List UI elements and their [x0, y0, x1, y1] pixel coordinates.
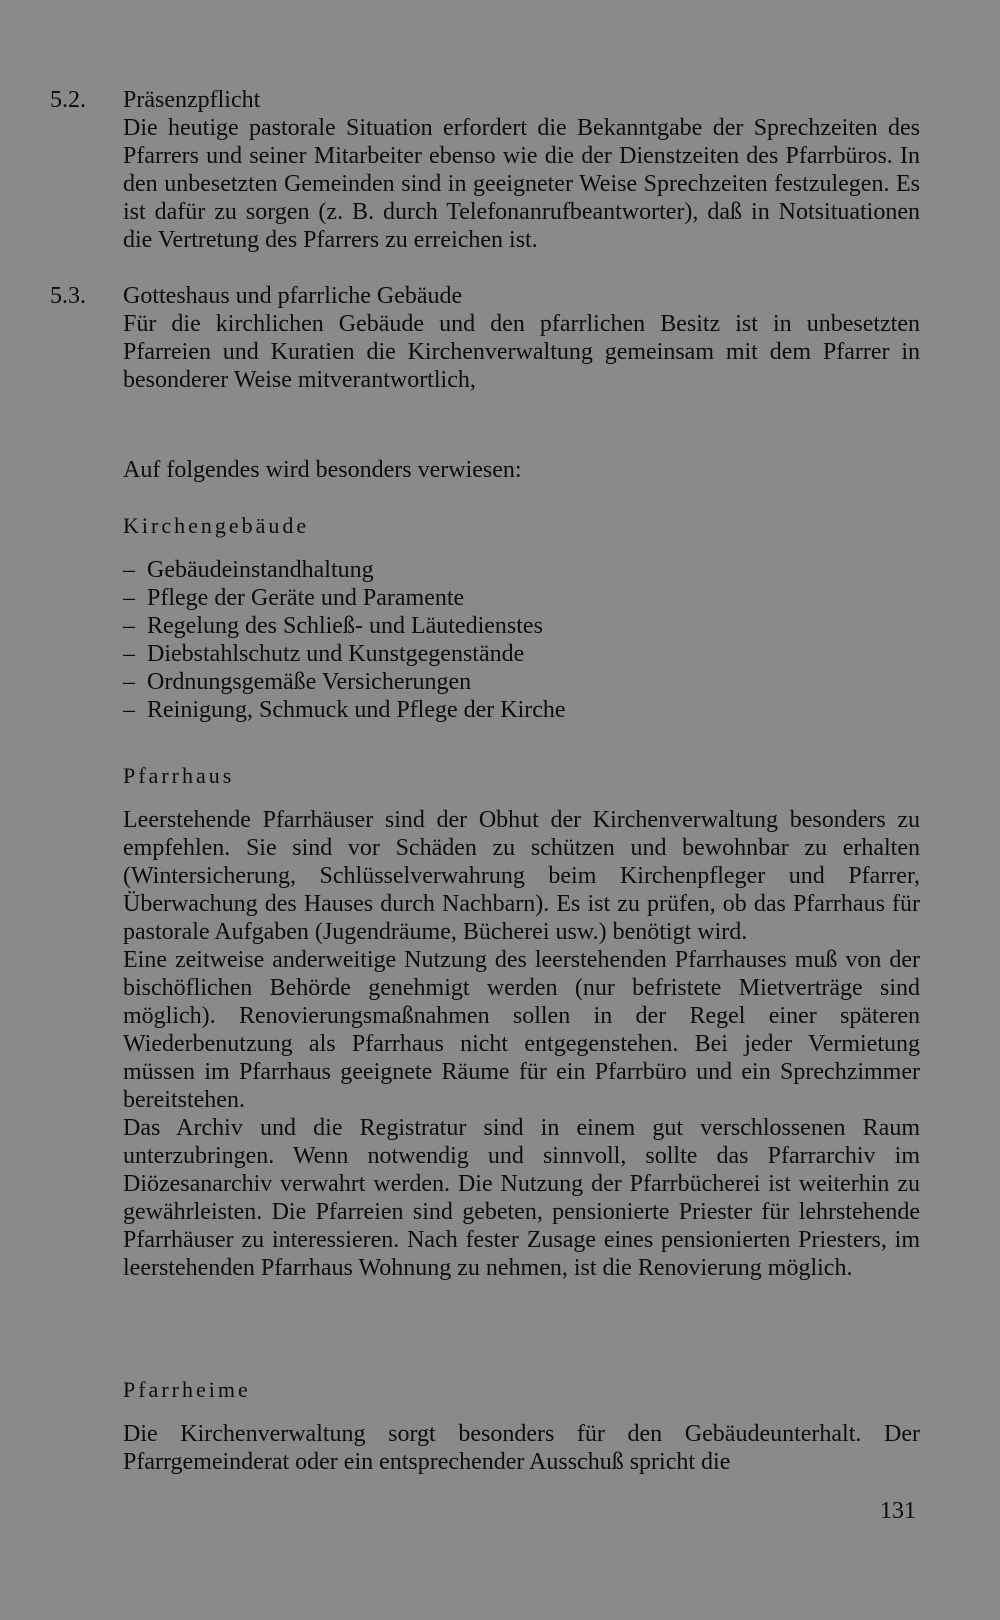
subsection-heading: Pfarrhaus — [123, 763, 235, 788]
page-number: 131 — [880, 1498, 916, 1524]
paragraph: Die Kirchenverwaltung sorgt besonders für den Gebäudeunterhalt. Der Pfarrgemeinderat oder ein entsprechender Ausschuß spricht die — [123, 1421, 920, 1475]
list-item: – Pflege der Geräte und Paramente — [123, 584, 920, 612]
section-number: 5.2. — [50, 87, 86, 113]
section-paragraph: Für die kirchlichen Gebäude und den pfarrlichen Besitz ist in unbesetzten Pfarreien und Kuratien die Kirchenverwaltung gemeinsam mit dem Pfarrer in besonderer Weise mitverantwortlich, — [123, 311, 920, 393]
pfarrhaus-block — [123, 762, 920, 1282]
subsection-heading: Pfarrheime — [123, 1377, 251, 1402]
list-item: – Ordnungsgemäße Versicherungen — [123, 668, 920, 696]
paragraph: Das Archiv und die Registratur sind in einem gut verschlossenen Raum unterzubringen. Wenn notwendig und sinnvoll, sollte das Pfarrarchiv im Diözesanarchiv verwahrt werden. Die Nutzung der Pfarrbücherei ist weiterhin zu gewährleisten. Die Pfarreien sind gebeten, pensionierte Priester für lehrstehende Pfarrhäuser zu interessieren. Nach fester Zusage eines pensionierten Priesters, im leerstehenden Pfarrhaus Wohnung zu nehmen, ist die Renovierung möglich. — [123, 1115, 920, 1281]
section-heading: Gotteshaus und pfarrliche Gebäude — [123, 283, 463, 309]
section-5-3 — [50, 282, 920, 394]
pfarrheime-block — [123, 1376, 920, 1476]
section-paragraph: Die heutige pastorale Situation erfordert die Bekanntgabe der Sprechzeiten des Pfarrers und seiner Mitarbeiter ebenso wie die der Dienstzeiten des Pfarrbüros. In den unbesetzten Gemeinden sind in geeigneter Weise Sprechzeiten festzulegen. Es ist dafür zu sorgen (z. B. durch Telefonanrufbeantworter), daß in Notsituationen die Vertretung des Pfarrers zu erreichen ist. — [123, 115, 920, 253]
subsection-heading: Kirchengebäude — [123, 513, 310, 538]
intro-line — [123, 456, 920, 484]
list-item: – Reinigung, Schmuck und Pflege der Kirche — [123, 696, 920, 724]
section-heading: Präsenzpflicht — [123, 87, 261, 113]
list-item: – Gebäudeinstandhaltung — [123, 556, 920, 584]
list-item: – Regelung des Schließ- und Läutedienstes — [123, 612, 920, 640]
paragraph: Leerstehende Pfarrhäuser sind der Obhut der Kirchenverwaltung besonders zu empfehlen. Sie sind vor Schäden zu schützen und bewohnbar zu erhalten (Wintersicherung, Schlüsselverwahrung beim Kirchenpfleger und Pfarrer, Überwachung des Hauses durch Nachbarn). Es ist zu prüfen, ob das Pfarrhaus für pastorale Aufgaben (Jugendräume, Bücherei usw.) benötigt wird. — [123, 807, 920, 945]
paragraph: Eine zeitweise anderweitige Nutzung des leerstehenden Pfarrhauses muß von der bischöflichen Behörde genehmigt werden (nur befristete Mietverträge sind möglich). Renovierungsmaßnahmen sollen in der Regel einer späteren Wiederbenutzung als Pfarrhaus nicht entgegenstehen. Bei jeder Vermietung müssen im Pfarrhaus geeignete Räume für ein Pfarrbüro und ein Sprechzimmer bereitstehen. — [123, 947, 920, 1113]
section-number: 5.3. — [50, 283, 86, 309]
list-item: – Diebstahlschutz und Kunstgegenstände — [123, 640, 920, 668]
intro-text: Auf folgendes wird besonders verwiesen: — [123, 457, 522, 483]
kirchengebaeude-block — [123, 512, 920, 724]
dash-list — [123, 556, 920, 724]
section-5-2 — [50, 86, 920, 254]
